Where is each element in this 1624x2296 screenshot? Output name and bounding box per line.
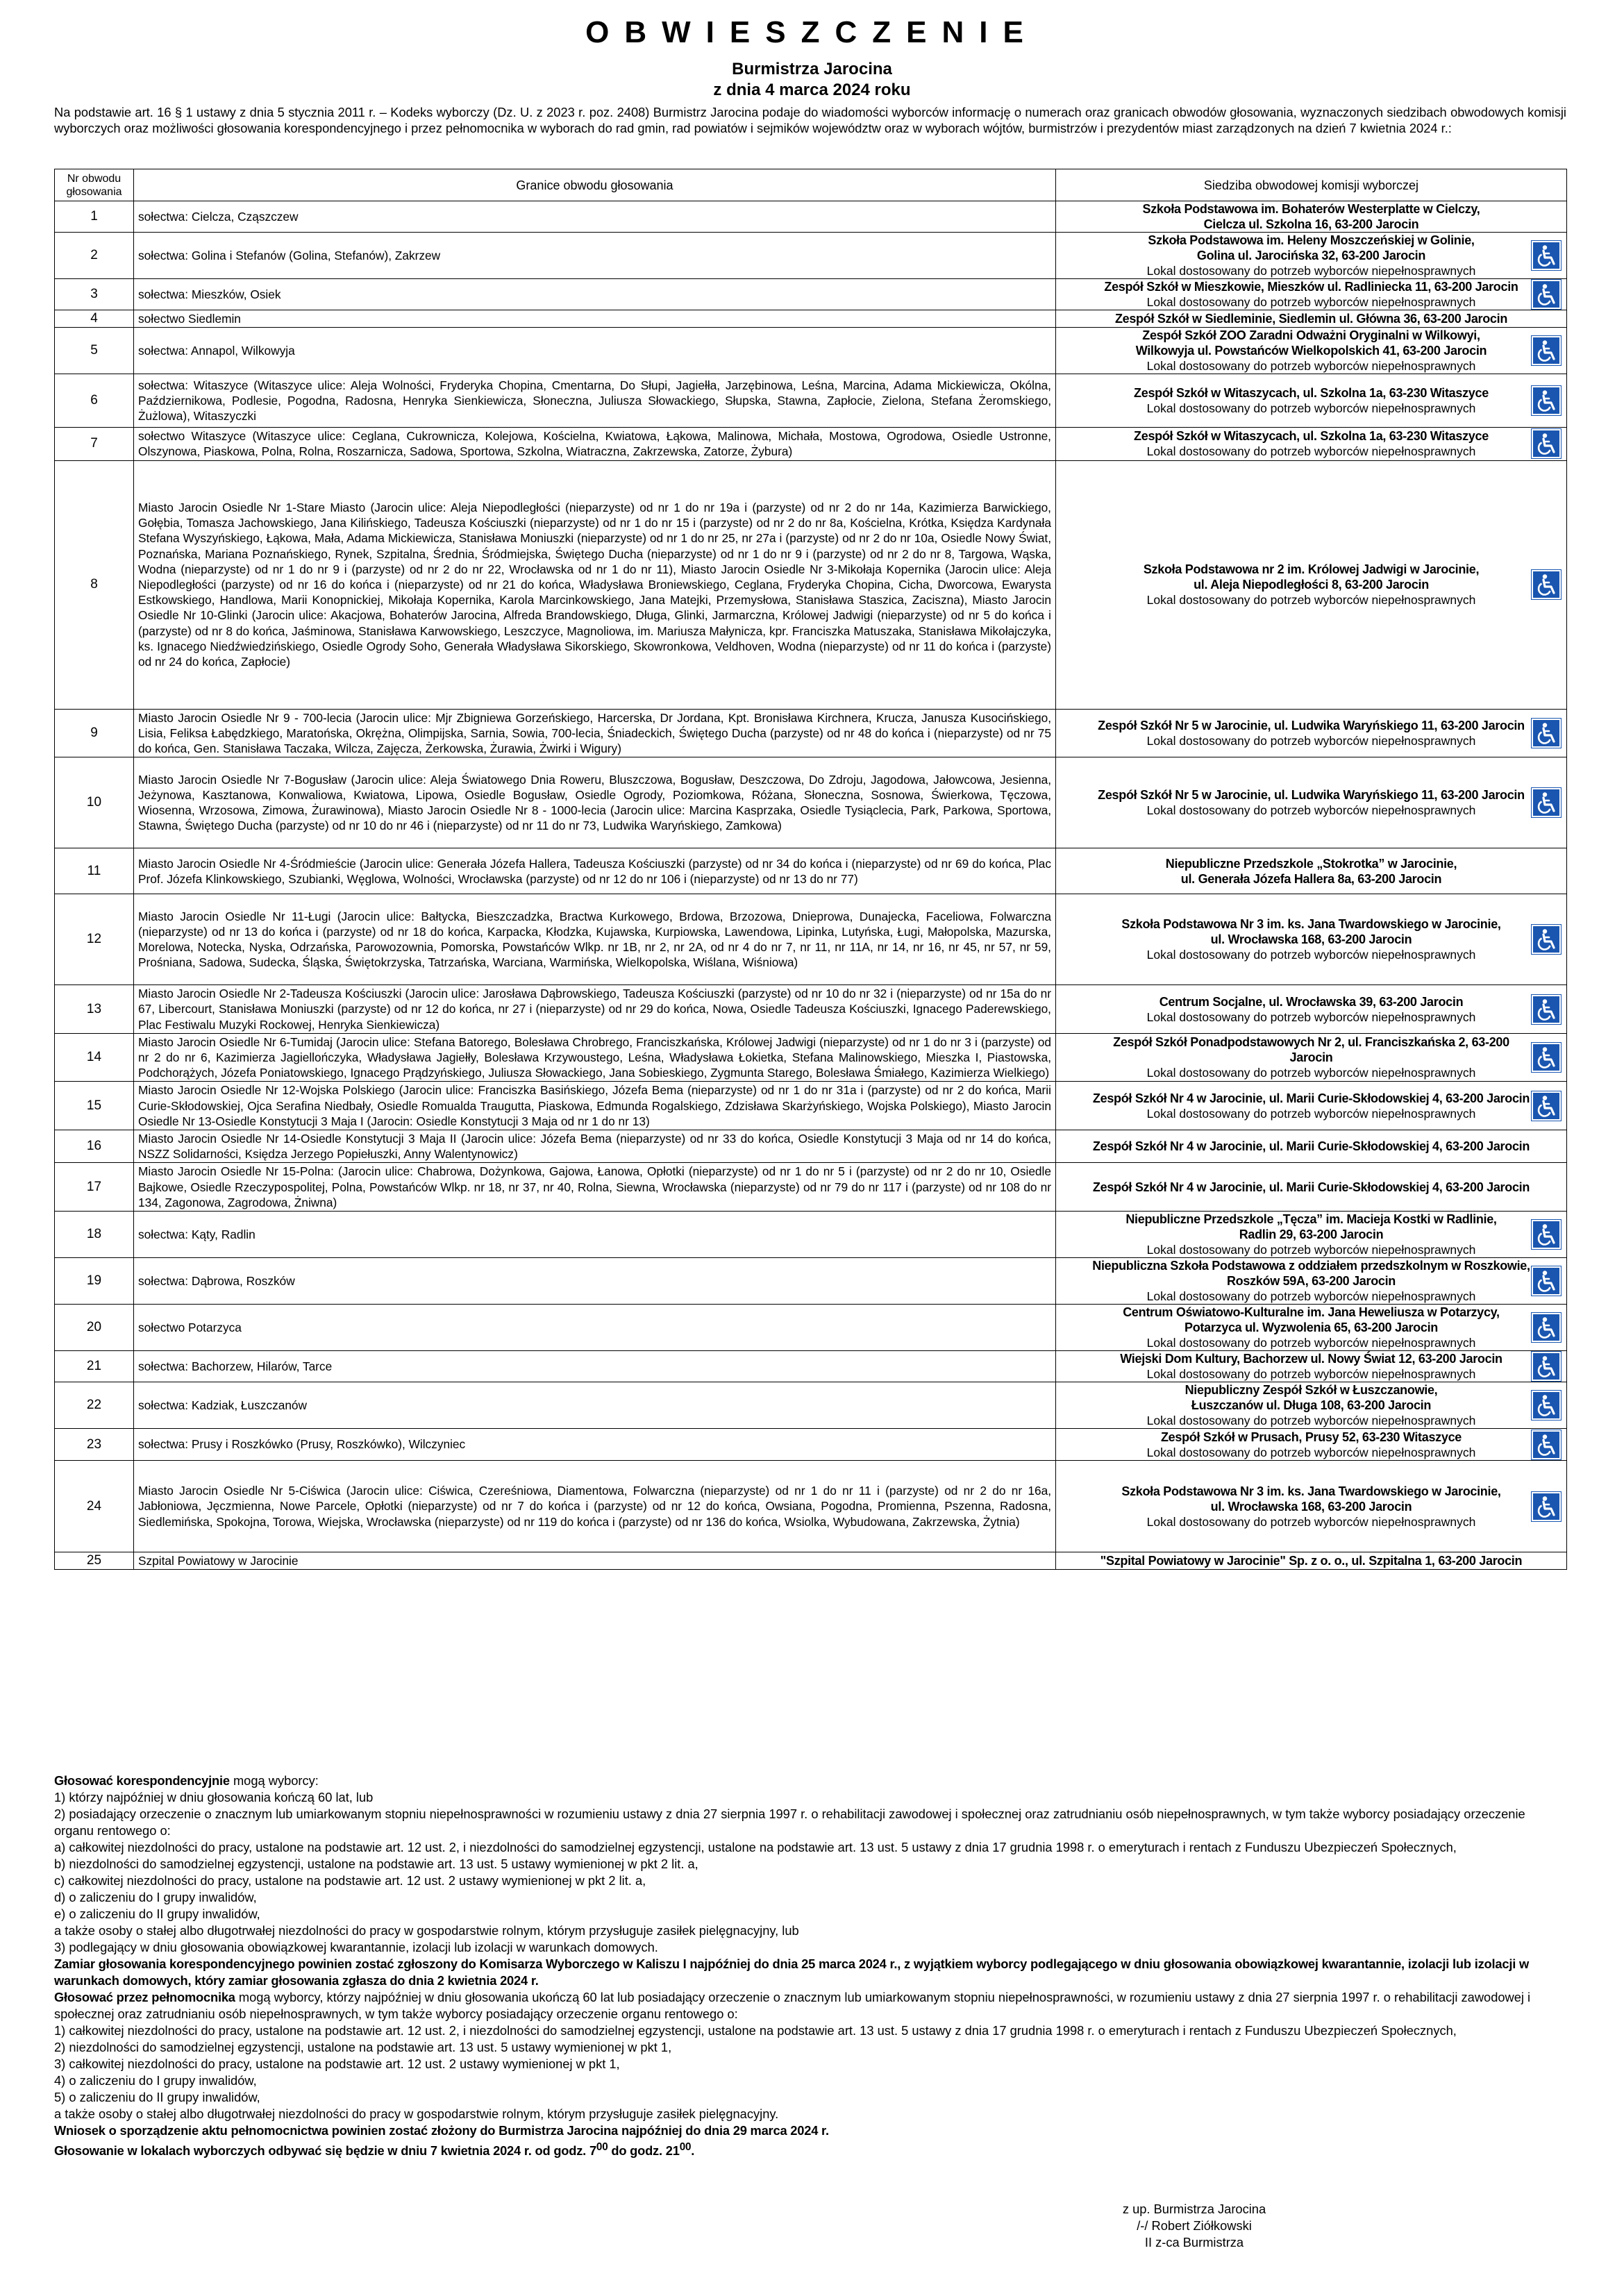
document-title: OBWIESZCZENIE	[585, 15, 1039, 49]
commission-seat	[1056, 1382, 1567, 1429]
seat-address-line: Cielcza ul. Szkolna 16, 63-200 Jarocin	[1203, 217, 1419, 231]
commission-seat	[1056, 1212, 1567, 1258]
wheelchair-icon	[1532, 1391, 1561, 1420]
wheelchair-icon	[1532, 1492, 1561, 1521]
district-bounds: sołectwo Siedlemin	[134, 310, 1056, 328]
commission-seat	[1056, 1258, 1567, 1305]
seat-address-line: Zespół Szkół Ponadpodstawowych Nr 2, ul. Franciszkańska 2, 63-200 Jarocin	[1113, 1035, 1509, 1065]
note-line: 5) o zaliczeniu do II grupy inwalidów,	[54, 2090, 260, 2104]
wheelchair-icon	[1532, 719, 1561, 748]
commission-seat	[1056, 757, 1567, 848]
district-number: 23	[55, 1429, 134, 1461]
voting-notes	[54, 1773, 1568, 2159]
accessibility-note: Lokal dostosowany do potrzeb wyborców niepełnosprawnych	[1146, 444, 1476, 459]
district-number: 8	[55, 460, 134, 709]
header-seat: Siedziba obwodowej komisji wyborczej	[1056, 169, 1567, 201]
commission-seat	[1056, 1033, 1567, 1082]
district-number: 11	[55, 848, 134, 894]
table-row	[55, 1163, 1567, 1212]
wheelchair-icon	[1532, 925, 1561, 954]
seat-address-line: "Szpital Powiatowy w Jarocinie" Sp. z o. o., ul. Szpitalna 1, 63-200 Jarocin	[1100, 1554, 1523, 1568]
district-number: 6	[55, 374, 134, 428]
voting-hours: Głosowanie w lokalach wyborczych odbywać się będzie w dniu 7 kwietnia 2024 r. od godz. $7^{00}$ do godz. $21^{00}$.	[54, 2141, 695, 2159]
commission-seat	[1056, 1461, 1567, 1552]
commission-seat	[1056, 428, 1567, 460]
signature-line-1: z up. Burmistrza Jarocina	[1122, 2202, 1266, 2216]
district-bounds: sołectwa: Prusy i Roszkówko (Prusy, Roszkówko), Wilczyniec	[134, 1429, 1056, 1461]
signature-line-3: II z-ca Burmistrza	[1144, 2235, 1244, 2249]
district-number: 10	[55, 757, 134, 848]
accessibility-note: Lokal dostosowany do potrzeb wyborców niepełnosprawnych	[1146, 295, 1476, 309]
accessibility-note: Lokal dostosowany do potrzeb wyborców niepełnosprawnych	[1146, 733, 1476, 748]
district-bounds: sołectwa: Kąty, Radlin	[134, 1212, 1056, 1258]
district-number: 5	[55, 328, 134, 374]
commission-seat	[1056, 310, 1567, 328]
accessibility-note: Lokal dostosowany do potrzeb wyborców niepełnosprawnych	[1146, 1414, 1476, 1428]
district-bounds: Miasto Jarocin Osiedle Nr 11-Ługi (Jarocin ulice: Bałtycka, Bieszczadzka, Bractwa Kurkowego, Brdowa, Brzozowa, Dnieprowa, Dunajecka, Faceliowa, Folwarczna (nieparzyste) od nr 13 do końca i (parzyste) od nr 18 do końca, Karpacka, Kłodzka, Kujawska, Kurpiowska, Lawendowa, Lipinka, Lutyńska, Ługi, Małopolska, Mazurska, Morelowa, Notecka, Nyska, Odrzańska, Parowozownia, Pomorska, Powstańców Wlkp. nr 1B, nr 2, nr 2A, od nr 4 do nr 7, nr 11, nr 11A, nr 14, nr 16, nr 45, nr 57, nr 59, Prośniana, Sadowa, Sudecka, Śląska, Świętokrzyska, Tatrzańska, Warciana, Warmińska, Wielkopolska, Wiślana, Wiśniowa)	[134, 894, 1056, 985]
district-number: 20	[55, 1305, 134, 1351]
district-number: 22	[55, 1382, 134, 1429]
intro-paragraph: Na podstawie art. 16 § 1 ustawy z dnia 5 stycznia 2011 r. – Kodeks wyborczy (Dz. U. z 2023 r. poz. 2408) Burmistrz Jarocina podaje do wiadomości wyborców informację o numerach oraz granicach obwodów głosowania, wyznaczonych siedzibach obwodowych komisji wyborczych oraz możliwości głosowania korespondencyjnego i przez pełnomocnika w wyborach do rad gmin, rad powiatów i sejmików województw oraz w wyborach wójtów, burmistrzów i prezydentów miast zarządzonych na dzień 7 kwietnia 2024 r.:	[54, 105, 1566, 135]
table-row	[55, 1429, 1567, 1461]
accessibility-note: Lokal dostosowany do potrzeb wyborców niepełnosprawnych	[1146, 401, 1476, 416]
note-line: 4) o zaliczeniu do I grupy inwalidów,	[54, 2073, 257, 2088]
commission-seat	[1056, 279, 1567, 310]
header-nr: Nr obwodu głosowania	[55, 169, 134, 201]
district-number: 7	[55, 428, 134, 460]
wheelchair-icon	[1532, 570, 1561, 599]
commission-seat	[1056, 1130, 1567, 1163]
table-row	[55, 201, 1567, 233]
proxy-heading: Głosować przez pełnomocnika mogą wyborcy, którzy najpóźniej w dniu głosowania ukończą 60 lat lub posiadający orzeczenie o znacznym lub umiarkowanym stopniu niepełnosprawności, w rozumieniu ustawy z dnia 27 sierpnia 1997 r. o rehabilitacji zawodowej i społecznej oraz zatrudnianiu osób niepełnosprawnych, w tym także wyborcy posiadający orzeczenie organu rentowego o:	[54, 1990, 1531, 2021]
note-line: 2) posiadający orzeczenie o znacznym lub umiarkowanym stopniu niepełnosprawności w rozumieniu ustawy z dnia 27 sierpnia 1997 r. o rehabilitacji zawodowej i społecznej oraz zatrudnianiu osób niepełnosprawnych, w tym także wyborcy posiadający orzeczenie organu rentowego o:	[54, 1807, 1525, 1838]
seat-address-line: Roszków 59A, 63-200 Jarocin	[1226, 1274, 1396, 1289]
commission-seat	[1056, 1163, 1567, 1212]
commission-seat	[1056, 985, 1567, 1034]
district-number: 12	[55, 894, 134, 985]
accessibility-note: Lokal dostosowany do potrzeb wyborców niepełnosprawnych	[1146, 1066, 1476, 1080]
note-line: 1) całkowitej niezdolności do pracy, ustalone na podstawie art. 12 ust. 2, i niezdolności do samodzielnej egzystencji, ustalone na podstawie art. 13 ust. 5 ustawy z dnia 17 grudnia 1998 r. o emeryturach i rentach z Funduszu Ubezpieczeń Społecznych,	[54, 2023, 1457, 2038]
issuer-subtitle: Burmistrza Jarocina	[732, 60, 892, 78]
table-row	[55, 1382, 1567, 1429]
wheelchair-icon	[1532, 788, 1561, 817]
correspondence-heading: Głosować korespondencyjnie mogą wyborcy:	[54, 1773, 319, 1788]
table-row	[55, 757, 1567, 848]
seat-address-line: ul. Wrocławska 168, 63-200 Jarocin	[1210, 932, 1412, 947]
wheelchair-icon	[1532, 1266, 1561, 1296]
district-number: 4	[55, 310, 134, 328]
seat-address-line: Golina ul. Jarocińska 32, 63-200 Jarocin	[1196, 249, 1426, 262]
accessibility-note: Lokal dostosowany do potrzeb wyborców niepełnosprawnych	[1146, 593, 1476, 607]
table-header-row	[55, 169, 1567, 201]
table-row	[55, 374, 1567, 428]
district-bounds: Szpital Powiatowy w Jarocinie	[134, 1552, 1056, 1570]
accessibility-note: Lokal dostosowany do potrzeb wyborców niepełnosprawnych	[1146, 1514, 1476, 1529]
seat-address-line: Zespół Szkół ZOO Zaradni Odważni Oryginalni w Wilkowyi,	[1142, 328, 1480, 343]
seat-address-line: Zespół Szkół w Witaszycach, ul. Szkolna 1a, 63-230 Witaszyce	[1134, 429, 1489, 444]
table-row	[55, 1212, 1567, 1258]
wheelchair-icon	[1532, 386, 1561, 415]
seat-address-line: Niepubliczna Szkoła Podstawowa z oddziałem przedszkolnym w Roszkowie,	[1092, 1259, 1530, 1273]
table-row	[55, 233, 1567, 279]
seat-address-line: Centrum Socjalne, ul. Wrocławska 39, 63-200 Jarocin	[1159, 994, 1464, 1009]
wheelchair-icon	[1532, 1091, 1561, 1121]
table-row	[55, 985, 1567, 1034]
seat-address-line: Szkoła Podstawowa nr 2 im. Królowej Jadwigi w Jarocinie,	[1143, 562, 1480, 577]
commission-seat	[1056, 1082, 1567, 1130]
accessibility-note: Lokal dostosowany do potrzeb wyborców niepełnosprawnych	[1146, 948, 1476, 962]
table-row	[55, 1351, 1567, 1382]
wheelchair-icon	[1532, 241, 1561, 270]
note-line: 3) całkowitej niezdolności do pracy, ustalone na podstawie art. 12 ust. 2 ustawy wymienionej w pkt 1,	[54, 2056, 620, 2071]
note-line: e) o zaliczeniu do II grupy inwalidów,	[54, 1907, 260, 1921]
district-number: 25	[55, 1552, 134, 1570]
district-number: 1	[55, 201, 134, 233]
table-row	[55, 428, 1567, 460]
seat-address-line: Zespół Szkół w Mieszkowie, Mieszków ul. Radlinieckа 11, 63-200 Jarocin	[1104, 280, 1518, 294]
note-line: a także osoby o stałej albo długotrwałej niezdolności do pracy w gospodarstwie rolnym, którym przysługuje zasiłek pielęgnacyjny.	[54, 2106, 779, 2121]
seat-address-line: Niepubliczne Przedszkole „Stokrotka” w Jarocinie,	[1165, 856, 1457, 871]
seat-address-line: Niepubliczny Zespół Szkół w Łuszczanowie,	[1184, 1383, 1438, 1398]
district-number: 21	[55, 1351, 134, 1382]
commission-seat	[1056, 894, 1567, 985]
district-number: 2	[55, 233, 134, 279]
seat-address-line: Zespół Szkół Nr 4 w Jarocinie, ul. Marii Curie-Skłodowskiej 4, 63-200 Jarocin	[1092, 1091, 1530, 1105]
district-bounds: sołectwo Potarzyca	[134, 1305, 1056, 1351]
table-row	[55, 328, 1567, 374]
commission-seat	[1056, 848, 1567, 894]
seat-address-line: Szkoła Podstawowa Nr 3 im. ks. Jana Twardowskiego w Jarocinie,	[1121, 917, 1501, 932]
accessibility-note: Lokal dostosowany do potrzeb wyborców niepełnosprawnych	[1146, 1445, 1476, 1459]
district-bounds: sołectwo Witaszyce (Witaszyce ulice: Ceglana, Cukrownicza, Kolejowa, Kościelna, Kwiatowa, Łąkowa, Malinowa, Michała, Mostowa, Ogrodowa, Osiedle Ustronne, Olszynowa, Piaskowa, Polna, Rolna, Roszarnicza, Sadowa, Sportowa, Szkolna, Wiatraczna, Zakrzewska, Zatorze, Żybura)	[134, 428, 1056, 460]
district-bounds: Miasto Jarocin Osiedle Nr 9 - 700-lecia (Jarocin ulice: Mjr Zbigniewa Gorzeńskiego, Harcerska, Dr Jordana, Kpt. Bronisława Kirchnera, Krucza, Janusza Kusocińskiego, Lisia, Feliksa Łabędzkiego, Maratońska, Okrężna, Olimpijska, Sarnia, Sowia, 700-lecia, Śniadeckich, Świętego Ducha (parzyste) od nr 48 do końca i (nieparzyste) od nr 75 do końca, Gen. Stanisława Taczaka, Wilcza, Zajęcza, Żerkowska, Żurawia, Żwirki i Wigury)	[134, 709, 1056, 757]
district-bounds: Miasto Jarocin Osiedle Nr 12-Wojska Polskiego (Jarocin ulice: Franciszka Basińskiego, Józefa Bema (nieparzyste) od nr 1 do nr 31a i (parzyste) od nr 2 do końca, Marii Curie-Skłodowskiej, Ojca Serafina Niedbały, Osiedle Romualda Traugutta, Piaskowa, Edmunda Rogalskiego, Zdzisława Skarżyńskiego, Wojska Polskiego), Miasto Jarocin Osiedle Nr 13-Osiedle Konstytucji 3 Maja I (Jarocin: Osiedle Konstytucji 3 Maja od nr 1 do nr 13)	[134, 1082, 1056, 1130]
proxy-list	[54, 2022, 1568, 2122]
commission-seat	[1056, 328, 1567, 374]
accessibility-note: Lokal dostosowany do potrzeb wyborców niepełnosprawnych	[1146, 1243, 1476, 1257]
district-number: 14	[55, 1033, 134, 1082]
district-bounds: sołectwa: Mieszków, Osiek	[134, 279, 1056, 310]
district-bounds: Miasto Jarocin Osiedle Nr 7-Bogusław (Jarocin ulice: Aleja Światowego Dnia Roweru, Bluszczowa, Bogusław, Deszczowa, Do Zdroju, Jagodowa, Jałowcowa, Jesienna, Jeżynowa, Kasztanowa, Konwaliowa, Kwiatowa, Lipowa, Osiedle Bogusław, Osiedle Ogrody, Poziomkowa, Różana, Słoneczna, Sosnowa, Świerkowa, Tęczowa, Wiosenna, Wrzosowa, Zimowa, Żurawinowa), Miasto Jarocin Osiedle Nr 8 - 1000-lecia (Jarocin ulice: Marcina Kasprzaka, Osiedle Tysiąclecia, Park, Parkowa, Sportowa, Stawna, Świętego Ducha (parzyste) od nr 10 do nr 46 i (nieparzyste) od nr 11 do nr 73, Ludwika Waryńskiego, Zamkowa)	[134, 757, 1056, 848]
note-line: 3) podlegający w dniu głosowania obowiązkowej kwarantannie, izolacji lub izolacji w warunkach domowych.	[54, 1940, 658, 1954]
district-bounds: Miasto Jarocin Osiedle Nr 15-Polna: (Jarocin ulice: Chabrowa, Dożynkowa, Gajowa, Łanowa, Opłotki (nieparzyste) od nr 1 do nr 5 i (parzyste) od nr 2 do nr 10, Osiedle Bajkowe, Osiedle Rzeczypospolitej, Polna, Powstańców Wlkp. nr 18, nr 37, nr 40, Rolna, Siewna, Wrocławska (nieparzyste) od nr 79 do nr 117 i (parzyste) od nr 108 do nr 134, Zagonowa, Zagrodowa, Żniwna)	[134, 1163, 1056, 1212]
district-number: 19	[55, 1258, 134, 1305]
seat-address-line: Zespół Szkół Nr 4 w Jarocinie, ul. Marii Curie-Skłodowskiej 4, 63-200 Jarocin	[1092, 1139, 1530, 1154]
commission-seat	[1056, 201, 1567, 233]
table-row	[55, 279, 1567, 310]
commission-seat	[1056, 233, 1567, 279]
district-number: 16	[55, 1130, 134, 1163]
commission-seat	[1056, 1351, 1567, 1382]
note-line: b) niezdolności do samodzielnej egzystencji, ustalone na podstawie art. 13 ust. 5 ustawy wymienionej w pkt 2 lit. a,	[54, 1857, 698, 1871]
district-bounds: Miasto Jarocin Osiedle Nr 5-Ciświca (Jarocin ulice: Ciświca, Czereśniowa, Diamentowa, Folwarczna (nieparzyste) od nr 1 do nr 11 i (parzyste) od nr 2 do nr 16a, Jabłoniowa, Jęczmienna, Nowe Parcele, Opłotki (nieparzyste) od nr 7 do końca i (parzyste) od nr 12 do końca, Owsiana, Pogodna, Promienna, Pszenna, Radosna, Siedlemińska, Spokojna, Torowa, Wiejska, Wrocławska (nieparzyste) od nr 119 do końca i (parzyste) od nr 136 do końca, Wsiolka, Wybudowana, Zakrzewska, Żytnia)	[134, 1461, 1056, 1552]
district-number: 13	[55, 985, 134, 1034]
district-number: 3	[55, 279, 134, 310]
seat-address-line: Zespół Szkół w Prusach, Prusy 52, 63-230 Witaszyce	[1160, 1430, 1462, 1444]
date-subtitle: z dnia 4 marca 2024 roku	[713, 81, 911, 99]
seat-address-line: Wilkowyja ul. Powstańców Wielkopolskich 41, 63-200 Jarocin	[1135, 344, 1487, 358]
table-row	[55, 1033, 1567, 1082]
note-line: 2) niezdolności do samodzielnej egzystencji, ustalone na podstawie art. 13 ust. 5 ustawy wymienionej w pkt 1,	[54, 2040, 672, 2054]
districts-table	[54, 169, 1567, 1570]
accessibility-note: Lokal dostosowany do potrzeb wyborców niepełnosprawnych	[1146, 803, 1476, 818]
correspondence-deadline: Zamiar głosowania korespondencyjnego powinien zostać zgłoszony do Komisarza Wyborczego w Kaliszu I najpóźniej do dnia 25 marca 2024 r., z wyjątkiem wyborcy podlegającego w dniu głosowania obowiązkowej kwarantannie, izolacji lub izolacji w warunkach domowych, który zamiar głosowania zgłasza do dnia 2 kwietnia 2024 r.	[54, 1956, 1529, 1988]
accessibility-note: Lokal dostosowany do potrzeb wyborców niepełnosprawnych	[1146, 264, 1476, 278]
commission-seat	[1056, 709, 1567, 757]
district-bounds: sołectwa: Golina i Stefanów (Golina, Stefanów), Zakrzew	[134, 233, 1056, 279]
seat-address-line: ul. Wrocławska 168, 63-200 Jarocin	[1210, 1499, 1412, 1514]
district-bounds: Miasto Jarocin Osiedle Nr 14-Osiedle Konstytucji 3 Maja II (Jarocin ulice: Józefa Bema (nieparzyste) od nr 33 do końca, Osiedle Konstytucji 3 Maja od nr 14 do końca, NSZZ Solidarności, Księdza Jerzego Popiełuszki, Anny Walentynowicz)	[134, 1130, 1056, 1163]
table-row	[55, 1082, 1567, 1130]
seat-address-line: Zespół Szkół Nr 5 w Jarocinie, ul. Ludwika Waryńskiego 11, 63-200 Jarocin	[1098, 718, 1525, 732]
note-line: a także osoby o stałej albo długotrwałej niezdolności do pracy w gospodarstwie rolnym, którym przysługuje zasiłek pielęgnacyjny, lub	[54, 1923, 799, 1938]
note-line: a) całkowitej niezdolności do pracy, ustalone na podstawie art. 12 ust. 2, i niezdolności do samodzielnej egzystencji, ustalone na podstawie art. 13 ust. 5 ustawy z dnia 17 grudnia 1998 r. o emeryturach i rentach z Funduszu Ubezpieczeń Społecznych,	[54, 1840, 1457, 1854]
district-bounds: Miasto Jarocin Osiedle Nr 4-Śródmieście (Jarocin ulice: Generała Józefa Hallera, Tadeusza Kościuszki (parzyste) od nr 34 do końca i (nieparzyste) od nr 69 do końca, Plac Prof. Józefa Klinkowskiego, Szubianki, Węglowa, Wolności, Wrocławska (parzyste) od nr 12 do nr 106 i (nieparzyste) od nr 13 do nr 77)	[134, 848, 1056, 894]
seat-address-line: Wiejski Dom Kultury, Bachorzew ul. Nowy Świat 12, 63-200 Jarocin	[1120, 1352, 1502, 1366]
seat-address-line: Niepubliczne Przedszkole „Tęcza” im. Macieja Kostki w Radlinie,	[1125, 1212, 1497, 1227]
accessibility-note: Lokal dostosowany do potrzeb wyborców niepełnosprawnych	[1146, 1106, 1476, 1121]
wheelchair-icon	[1532, 1352, 1561, 1381]
signature-block	[1041, 2201, 1347, 2251]
header-bounds: Granice obwodu głosowania	[134, 169, 1056, 201]
proxy-deadline: Wniosek o sporządzenie aktu pełnomocnictwa powinien zostać złożony do Burmistrza Jarocina najpóźniej do dnia 29 marca 2024 r.	[54, 2123, 829, 2138]
district-number: 18	[55, 1212, 134, 1258]
wheelchair-icon	[1532, 1313, 1561, 1342]
accessibility-note: Lokal dostosowany do potrzeb wyborców niepełnosprawnych	[1146, 359, 1476, 374]
seat-address-line: Centrum Oświatowo-Kulturalne im. Jana Heweliusza w Potarzycy,	[1123, 1305, 1500, 1320]
wheelchair-icon	[1532, 1430, 1561, 1459]
table-row	[55, 460, 1567, 709]
commission-seat	[1056, 374, 1567, 428]
commission-seat	[1056, 460, 1567, 709]
seat-address-line: Potarzyca ul. Wyzwolenia 65, 63-200 Jarocin	[1184, 1321, 1438, 1335]
wheelchair-icon	[1532, 995, 1561, 1024]
wheelchair-icon	[1532, 280, 1561, 309]
wheelchair-icon	[1532, 429, 1561, 458]
seat-address-line: Szkoła Podstawowa im. Bohaterów Westerplatte w Cielczy,	[1142, 202, 1480, 216]
signature-line-2: /-/ Robert Ziółkowski	[1137, 2218, 1252, 2233]
district-bounds: sołectwa: Witaszyce (Witaszyce ulice: Aleja Wolności, Fryderyka Chopina, Cmentarna, Do Słupi, Jagiełła, Jarzębinowa, Leśna, Marcina, Adama Mickiewicza, Okólna, Październikowa, Podlesie, Pogodna, Radosna, Henryka Sienkiewicza, Słoneczna, Juliusza Słowackiego, Słupska, Stawna, Zapłocie, Zielona, Stefana Żeromskiego, Żużlowa), Witaszyczki	[134, 374, 1056, 428]
seat-address-line: Szkoła Podstawowa Nr 3 im. ks. Jana Twardowskiego w Jarocinie,	[1121, 1484, 1501, 1498]
seat-address-line: ul. Aleja Niepodległości 8, 63-200 Jarocin	[1194, 578, 1429, 592]
accessibility-note: Lokal dostosowany do potrzeb wyborców niepełnosprawnych	[1146, 1336, 1476, 1350]
district-bounds: sołectwa: Kadziak, Łuszczanów	[134, 1382, 1056, 1429]
district-bounds: sołectwa: Dąbrowa, Roszków	[134, 1258, 1056, 1305]
table-row	[55, 894, 1567, 985]
district-number: 24	[55, 1461, 134, 1552]
district-bounds: sołectwa: Annapol, Wilkowyja	[134, 328, 1056, 374]
seat-address-line: ul. Generała Józefa Hallera 8a, 63-200 Jarocin	[1180, 871, 1442, 886]
note-line: 1) którzy najpóźniej w dniu głosowania kończą 60 lat, lub	[54, 1790, 374, 1804]
district-bounds: Miasto Jarocin Osiedle Nr 2-Tadeusza Kościuszki (Jarocin ulice: Jarosława Dąbrowskiego, Tadeusza Kościuszki (parzyste) od nr 10 do nr 32 i (nieparzyste) od nr 15a do nr 67, Libercourt, Stanisława Moniuszki (parzyste) od nr 12 do końca, nr 27 i (nieparzyste) od nr 29 do końca, Nowa, Osiedle Tadeusza Kościuszki, Ignacego Paderewskiego, Plac Festiwalu Muzyki Rockowej, Henryka Sienkiewicza)	[134, 985, 1056, 1034]
district-bounds: Miasto Jarocin Osiedle Nr 1-Stare Miasto (Jarocin ulice: Aleja Niepodległości (nieparzyste) od nr 1 do nr 19a i (parzyste) od nr 2 do nr 14a, Kazimierza Barwickiego, Gołębia, Tomasza Jachowskiego, Jana Kilińskiego, Tadeusza Kościuszki (nieparzyste) od nr 1 do nr 15 i (parzyste) od nr 2 do nr 8a, Kościelna, Krótka, Księdza Kardynała Stefana Wyszyńskiego, Łąkowa, Mała, Adama Mickiewicza, Stanisława Moniuszki (nieparzyste) od nr 1 do nr 25, nr 27a i (parzyste) od nr 2 do nr 10a, Osiedle Nowy Świat, Poznańska, Mariana Poznańskiego, Rynek, Szpitalna, Średnia, Śródmiejska, Świętego Ducha (nieparzyste) od nr 1 do nr 9 i (parzyste) od nr 2 do nr 8, Targowa, Wąska, Wodna (nieparzyste) od nr 1 do nr 9 i (parzyste) od nr 2 do nr 22, Wrocławska od nr 1 do nr 11), Miasto Jarocin Osiedle Nr 3-Mikołaja Kopernika (Jarocin ulice: Aleja Niepodległości (parzyste) od nr 16 do końca i (nieparzyste) od nr 21 do końca, Władysława Broniewskiego, Ceglana, Fryderyka Chopina, Cicha, Dworcowa, Ewarysta Estkowskiego, Handlowa, Marii Konopnickiej, Mikołaja Kopernika, Karola Marcinkowskiego, Jana Matejki, Przemysłowa, Stanisława Staszica, Zaciszna), Miasto Jarocin Osiedle Nr 10-Glinki (Jarocin ulice: Akacjowa, Bohaterów Jarocina, Alfreda Brandowskiego, Długa, Glinki, Jarmarczna, Królowej Jadwigi (nieparzyste) od nr 5 do końca i (parzyste) od nr 8 do końca, Jaśminowa, Stanisława Karwowskiego, Leszczyce, Magnoliowa, im. Mariusza Małynicza, kpr. Franciszka Matuszaka, Stanisława Mikołajczyka, ks. Ignacego Niedźwiedzińskiego, Osiedle Ogrody Soho, Generała Władysława Sikorskiego, Skowronkowa, Veldhoven, Wodna (nieparzyste) od nr 11 do końca i (parzyste) od nr 24 do końca, Zapłocie)	[134, 460, 1056, 709]
note-line: c) całkowitej niezdolności do pracy, ustalone na podstawie art. 12 ust. 2 ustawy wymienionej w pkt 2 lit. a,	[54, 1873, 646, 1888]
accessibility-note: Lokal dostosowany do potrzeb wyborców niepełnosprawnych	[1146, 1289, 1476, 1304]
seat-address-line: Zespół Szkół w Siedleminie, Siedlemin ul. Główna 36, 63-200 Jarocin	[1114, 312, 1508, 326]
seat-address-line: Zespół Szkół Nr 4 w Jarocinie, ul. Marii Curie-Skłodowskiej 4, 63-200 Jarocin	[1092, 1180, 1530, 1194]
table-row	[55, 1258, 1567, 1305]
district-bounds: Miasto Jarocin Osiedle Nr 6-Tumidaj (Jarocin ulice: Stefana Batorego, Bolesława Chrobrego, Franciszkańska, Królowej Jadwigi (nieparzyste) od nr 1 do nr 3 i (parzyste) od nr 2 do nr 6, Kazimierza Jagiellończyka, Władysława Jagiełły, Bolesława Krzywoustego, Leśna, Władysława Łokietka, Stefana Malinowskiego, Mieszka I, Piastowska, Podchorążych, Józefa Poniatowskiego, Ignacego Prądzyńskiego, Juliusza Słowackiego, Jana Sobieskiego, Zygmunta Starego, Bolesława Śmiałego, Kazimierza Wielkiego)	[134, 1033, 1056, 1082]
wheelchair-icon	[1532, 1043, 1561, 1072]
seat-address-line: Łuszczanów ul. Długa 108, 63-200 Jarocin	[1191, 1398, 1432, 1413]
seat-address-line: Zespół Szkół w Witaszycach, ul. Szkolna 1a, 63-230 Witaszyce	[1134, 386, 1489, 401]
table-row	[55, 1130, 1567, 1163]
accessibility-note: Lokal dostosowany do potrzeb wyborców niepełnosprawnych	[1146, 1009, 1476, 1024]
commission-seat	[1056, 1305, 1567, 1351]
district-bounds: sołectwa: Bachorzew, Hilarów, Tarce	[134, 1351, 1056, 1382]
district-number: 15	[55, 1082, 134, 1130]
note-line: d) o zaliczeniu do I grupy inwalidów,	[54, 1890, 257, 1904]
table-row	[55, 1552, 1567, 1570]
district-number: 9	[55, 709, 134, 757]
correspondence-list	[54, 1789, 1568, 1956]
table-row	[55, 1305, 1567, 1351]
table-row	[55, 709, 1567, 757]
district-number: 17	[55, 1163, 134, 1212]
wheelchair-icon	[1532, 1220, 1561, 1249]
accessibility-note: Lokal dostosowany do potrzeb wyborców niepełnosprawnych	[1146, 1367, 1476, 1382]
seat-address-line: Radlin 29, 63-200 Jarocin	[1239, 1227, 1384, 1242]
table-row	[55, 848, 1567, 894]
seat-address-line: Szkoła Podstawowa im. Heleny Moszczeńskiej w Golinie,	[1148, 233, 1475, 247]
district-bounds: sołectwa: Cielcza, Cząszczew	[134, 201, 1056, 233]
table-row	[55, 1461, 1567, 1552]
seat-address-line: Zespół Szkół Nr 5 w Jarocinie, ul. Ludwika Waryńskiego 11, 63-200 Jarocin	[1098, 788, 1525, 803]
commission-seat	[1056, 1552, 1567, 1570]
commission-seat	[1056, 1429, 1567, 1461]
table-row	[55, 310, 1567, 328]
wheelchair-icon	[1532, 336, 1561, 365]
